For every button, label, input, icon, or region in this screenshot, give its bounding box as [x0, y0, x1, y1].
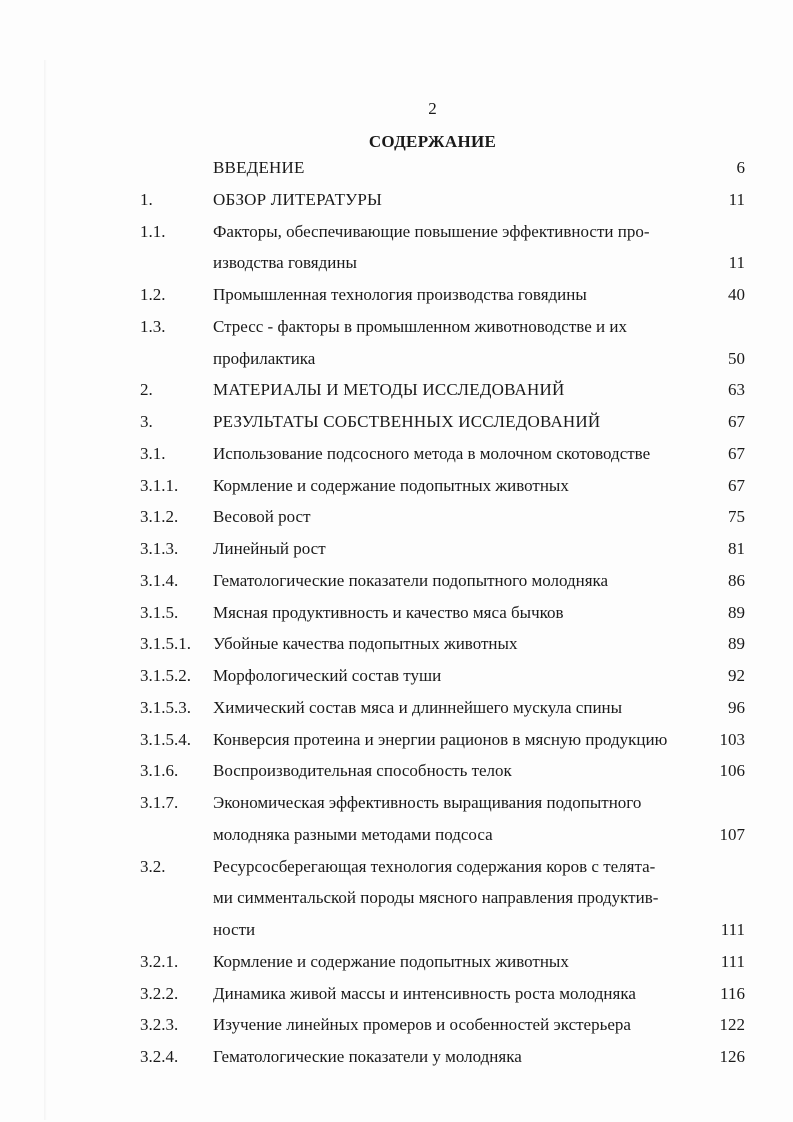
toc-row	[0, 247, 793, 279]
toc-entry-title: Гематологические показатели подопытного молодняка	[213, 570, 609, 590]
toc-row	[0, 787, 793, 819]
toc-section-number: 3.2.1.	[140, 951, 179, 971]
toc-page-number: 89	[728, 602, 745, 622]
toc-section-number: 3.1.2.	[140, 507, 179, 527]
toc-section-number: 3.1.6.	[140, 761, 179, 781]
toc-page-number: 6	[736, 158, 745, 177]
toc-row	[0, 279, 793, 311]
toc-row	[0, 724, 793, 756]
toc-page-number: 67	[728, 412, 745, 431]
toc-section-number: 3.2.2.	[140, 983, 179, 1003]
toc-entry-title: ности	[213, 920, 256, 939]
toc-page-number: 106	[719, 761, 745, 781]
toc-row	[0, 660, 793, 692]
toc-entry-title: Кормление и содержание подопытных животных	[213, 951, 569, 971]
toc-section-number: 3.1.7.	[140, 793, 179, 812]
toc-page-number: 50	[728, 348, 745, 368]
toc-section-number: 3.1.4.	[140, 570, 179, 590]
toc-row	[0, 501, 793, 533]
toc-entry-title: ВВЕДЕНИЕ	[213, 158, 305, 177]
toc-page-number: 75	[728, 507, 745, 527]
toc-section-number: 3.1.5.4.	[140, 729, 191, 749]
toc-row	[0, 882, 793, 914]
toc-row	[0, 1041, 793, 1073]
toc-section-number: 3.1.	[140, 443, 166, 463]
toc-entry-title: Морфологический состав туши	[213, 666, 442, 685]
toc-entry-title: молодняка разными методами подсоса	[213, 824, 493, 844]
toc-entry-title: Использование подсосного метода в молочном скотоводстве	[213, 443, 651, 463]
toc-entry-title: Весовой рост	[213, 507, 311, 527]
toc-entry-title: Изучение линейных промеров и особенностей экстерьера	[213, 1015, 631, 1035]
toc-entry-title: Убойные качества подопытных животных	[213, 634, 518, 654]
toc-page-number: 122	[719, 1015, 745, 1035]
toc-page-number: 111	[720, 951, 745, 971]
toc-section-number: 3.2.3.	[140, 1015, 179, 1035]
toc-row	[0, 597, 793, 629]
toc-page-number: 126	[719, 1047, 745, 1066]
toc-section-number: 3.1.3.	[140, 539, 179, 558]
toc-entry-title: Линейный рост	[213, 539, 326, 558]
toc-row	[0, 533, 793, 565]
table-of-contents	[0, 152, 793, 1073]
toc-entry-title: РЕЗУЛЬТАТЫ СОБСТВЕННЫХ ИССЛЕДОВАНИЙ	[213, 412, 601, 431]
toc-row	[0, 343, 793, 375]
toc-page-number: 92	[728, 666, 745, 685]
toc-entry-title: Кормление и содержание подопытных животных	[213, 475, 569, 495]
toc-entry-title: изводства говядины	[213, 253, 357, 273]
toc-section-number: 2.	[140, 380, 153, 400]
toc-section-number: 3.2.4.	[140, 1047, 179, 1066]
toc-entry-title: Экономическая эффективность выращивания подопытного	[213, 793, 642, 812]
toc-row	[0, 184, 793, 216]
page-title: СОДЕРЖАНИЕ	[368, 132, 497, 151]
toc-entry-title: ОБЗОР ЛИТЕРАТУРЫ	[213, 189, 383, 209]
toc-section-number: 3.1.1.	[140, 475, 179, 495]
toc-row	[0, 406, 793, 438]
toc-page-number: 67	[728, 475, 745, 495]
toc-page-number: 63	[728, 380, 745, 400]
toc-row	[0, 628, 793, 660]
toc-entry-title: профилактика	[213, 348, 316, 368]
toc-row	[0, 374, 793, 406]
toc-row	[0, 914, 793, 946]
toc-page-number: 89	[728, 634, 745, 654]
toc-page-number: 40	[728, 285, 745, 304]
toc-page-number: 111	[720, 920, 745, 939]
toc-section-number: 3.1.5.3.	[140, 697, 191, 717]
toc-row	[0, 978, 793, 1010]
toc-section-number: 1.1.	[140, 221, 166, 241]
page-number: 2	[428, 99, 437, 118]
toc-row	[0, 565, 793, 597]
toc-entry-title: Стресс - факторы в промышленном животноводстве и их	[213, 316, 627, 336]
toc-row	[0, 152, 793, 184]
toc-row	[0, 819, 793, 851]
toc-page-number: 103	[719, 729, 745, 749]
toc-section-number: 1.3.	[140, 316, 166, 336]
toc-page-number: 67	[728, 443, 745, 463]
toc-section-number: 1.	[140, 189, 153, 209]
toc-page-number: 107	[719, 824, 745, 844]
toc-entry-title: Промышленная технология производства говядины	[213, 285, 587, 304]
toc-entry-title: Мясная продуктивность и качество мяса бычков	[213, 602, 564, 622]
toc-page-number: 116	[720, 983, 745, 1003]
toc-row	[0, 851, 793, 883]
toc-page-number: 86	[728, 570, 745, 590]
toc-entry-title: Конверсия протеина и энергии рационов в мясную продукцию	[213, 729, 668, 749]
toc-page-number: 11	[728, 253, 745, 273]
toc-entry-title: Ресурсосберегающая технология содержания коров с телята-	[213, 856, 656, 876]
toc-entry-title: МАТЕРИАЛЫ И МЕТОДЫ ИССЛЕДОВАНИЙ	[213, 380, 565, 400]
toc-row	[0, 311, 793, 343]
toc-row	[0, 692, 793, 724]
toc-section-number: 3.1.5.	[140, 602, 179, 622]
toc-row	[0, 438, 793, 470]
toc-page-number: 11	[728, 189, 745, 209]
toc-page-number: 96	[728, 697, 745, 717]
toc-entry-title: ми симментальской породы мясного направления продуктив-	[213, 888, 659, 908]
toc-row	[0, 946, 793, 978]
toc-section-number: 3.	[140, 412, 153, 431]
toc-row	[0, 755, 793, 787]
toc-entry-title: Химический состав мяса и длиннейшего мускула спины	[213, 697, 623, 717]
toc-row	[0, 216, 793, 248]
toc-entry-title: Динамика живой массы и интенсивность роста молодняка	[213, 983, 636, 1003]
toc-row	[0, 1009, 793, 1041]
toc-section-number: 1.2.	[140, 285, 166, 304]
toc-section-number: 3.1.5.1.	[140, 634, 191, 654]
toc-section-number: 3.1.5.2.	[140, 666, 191, 685]
toc-row	[0, 470, 793, 502]
toc-entry-title: Гематологические показатели у молодняка	[213, 1047, 522, 1066]
toc-entry-title: Воспроизводительная способность телок	[213, 761, 512, 781]
toc-page-number: 81	[728, 539, 745, 558]
toc-section-number: 3.2.	[140, 856, 166, 876]
toc-entry-title: Факторы, обеспечивающие повышение эффективности про-	[213, 221, 650, 241]
